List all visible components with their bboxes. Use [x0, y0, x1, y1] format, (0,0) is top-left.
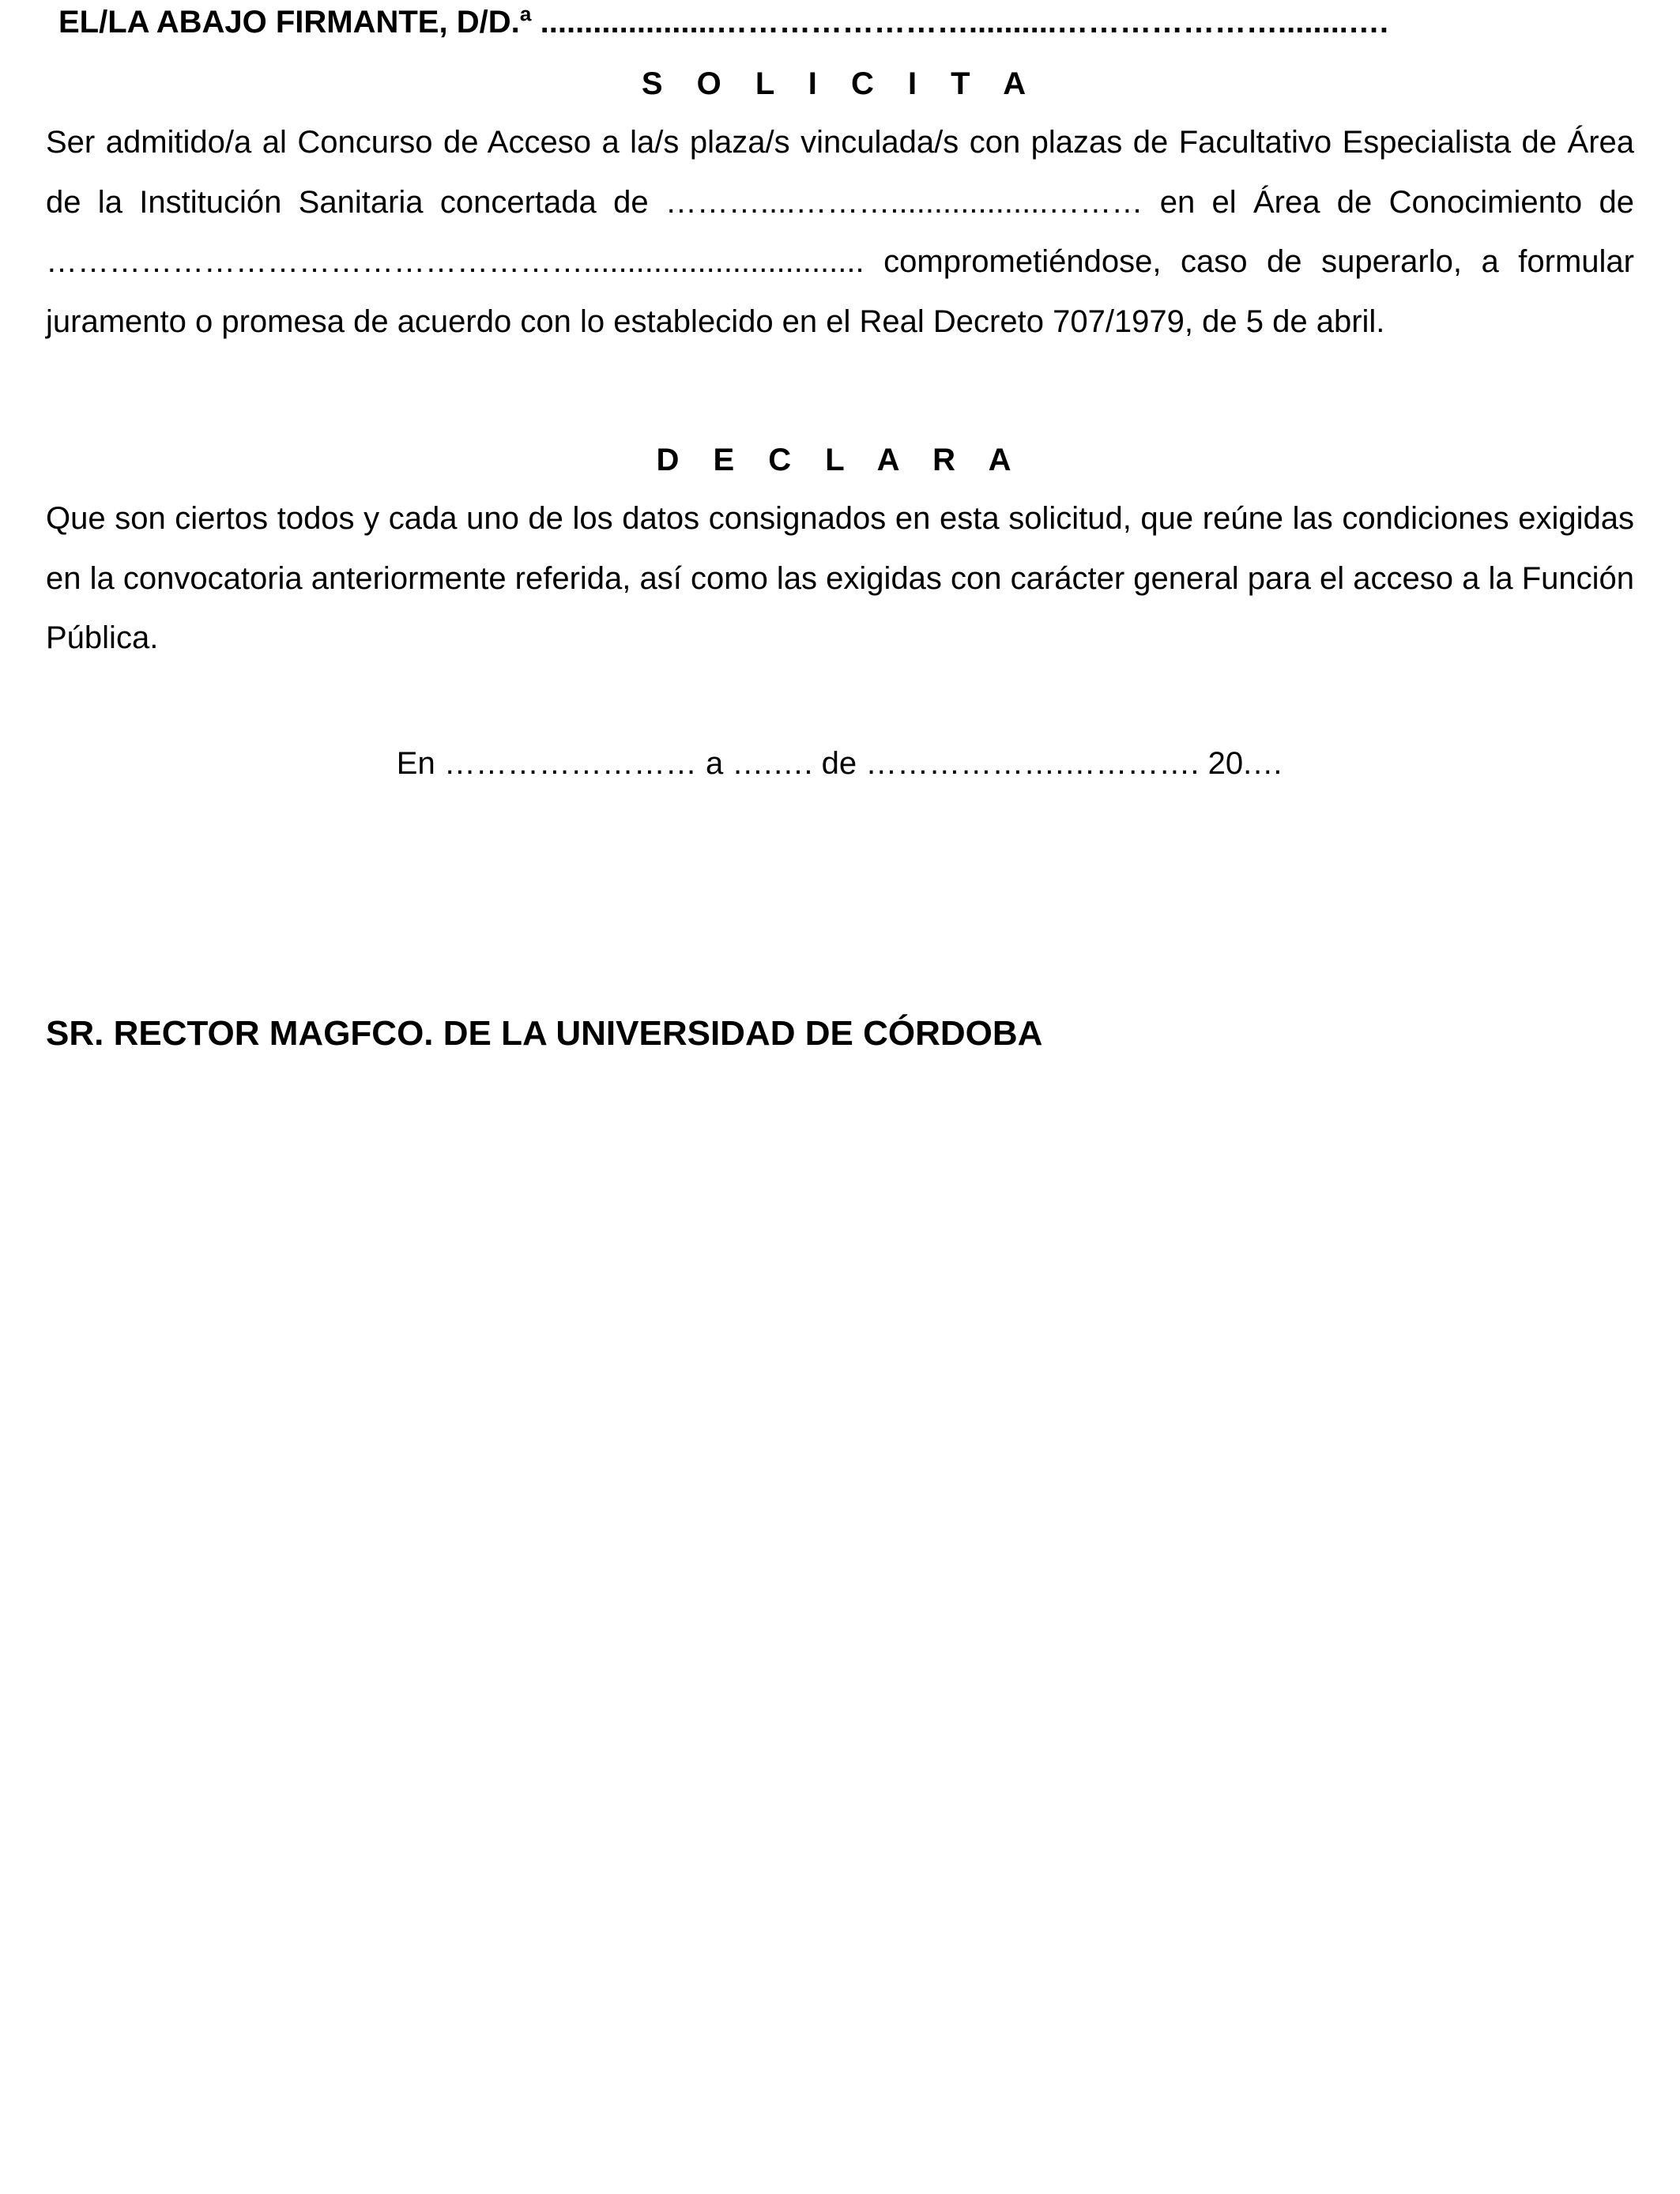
addressee: SR. RECTOR MAGFCO. DE LA UNIVERSIDAD DE CÓRDOBA	[46, 1014, 1043, 1053]
solicita-paragraph: Ser admitido/a al Concurso de Acceso a la/s plaza/s vinculada/s con plazas de Facultativo Especialista de Área de la Institución Sanitaria concertada de ………....………..................……… en el Área de Conocimiento de ……………………………………………................................ comprometiéndose, caso de superarlo, a formular juramento o promesa de acuerdo con lo establecido en el Real Decreto 707/1979, de 5 de abril.	[46, 125, 1634, 339]
signer-line: EL/LA ABAJO FIRMANTE, D/D.ª ....................……………………..........…………………........….	[58, 5, 1389, 40]
declara-title: D E C L A R A	[656, 443, 1024, 477]
declara-paragraph: Que son ciertos todos y cada uno de los datos consignados en esta solicitud, que reúne las condiciones exigidas en la convocatoria anteriormente referida, así como las exigidas con carácter general para el acceso a la Función Pública.	[46, 501, 1634, 655]
place-date-line: En …………………… a ….…. de ……………….…………. 20.…	[396, 746, 1284, 781]
document-page	[46, 0, 1634, 2194]
solicita-title: S O L I C I T A	[641, 66, 1039, 101]
